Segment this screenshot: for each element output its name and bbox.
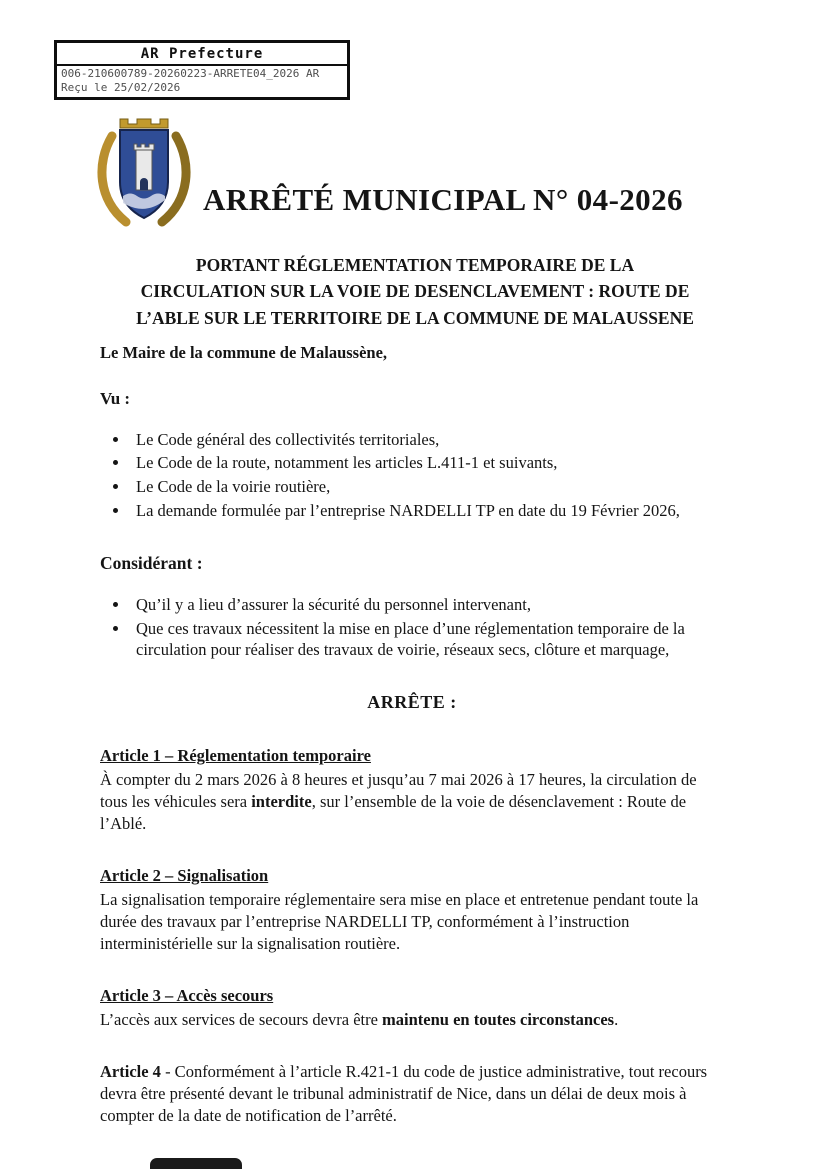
article-2 [100,865,724,955]
article-3-heading: Article 3 – Accès secours [100,985,274,1005]
vu-item: • Le Code général des collectivités territoriales, [130,429,724,451]
article-3-body [100,1009,724,1031]
article-2-heading: Article 2 – Signalisation [100,866,269,886]
article-3-body-bold: maintenu en toutes circonstances [382,1009,615,1029]
stamp-reference-line: 006-210600789-20260223-ARRETE04_2026 AR [61,67,320,80]
article-4 [100,1061,724,1127]
vu-item: • Le Code de la route, notamment les articles L.411-1 et suivants, [130,452,724,474]
bottom-partial-stamp [150,1158,242,1169]
article-4-body-text: - Conformément à l’article R.421-1 du code de justice administrative, tout recours devra être présenté devant le tribunal administratif de Nice, dans un délai de deux mois à compter de la date de notification de l’arrêté. [100,1061,708,1125]
mayor-line: Le Maire de la commune de Malaussène, [100,343,388,362]
stamp-received-date: Reçu le 25/02/2026 [61,81,181,94]
prefecture-stamp [54,40,350,100]
document-body [100,342,724,1127]
article-1 [100,745,724,835]
title-row [93,108,683,228]
vu-label: Vu : [100,388,131,408]
considerant-label: Considérant : [100,553,203,574]
considerant-item: • Qu’il y a lieu d’assurer la sécurité du personnel intervenant, [130,594,724,616]
coat-of-arms-icon [93,108,195,228]
article-2-body: La signalisation temporaire réglementaire sera mise en place et entretenue pendant toute la durée des travaux par l’entreprise NARDELLI TP, conformément à l’instruction interministérielle sur la signalisation routière. [100,890,699,953]
subtitle-line-3: L’ABLE SUR LE TERRITOIRE DE LA COMMUNE DE MALAUSSENE [136,307,694,328]
article-1-heading: Article 1 – Réglementation temporaire [100,746,371,766]
article-1-body-pre: À compter du 2 mars 2026 à 8 heures et jusqu’au 7 mai 2026 à 17 heures, la circulation de tous les véhicules sera [100,770,697,812]
article-3-body-post: . [614,1009,619,1029]
vu-list [130,429,724,523]
vu-item: • Le Code de la voirie routière, [130,476,724,498]
subtitle-line-2: CIRCULATION SUR LA VOIE DE DESENCLAVEMENT : ROUTE DE [140,281,690,302]
document-subtitle [93,252,737,331]
subtitle-line-1: PORTANT RÉGLEMENTATION TEMPORAIRE DE LA [195,255,635,275]
considerant-item: • Que ces travaux nécessitent la mise en place d’une réglementation temporaire de la circulation pour réaliser des travaux de voirie, réseaux secs, clôture et marquage, [130,618,724,662]
stamp-title: AR Prefecture [57,43,347,66]
article-1-body [100,769,724,835]
arrete-label: ARRÊTE : [367,692,457,713]
article-4-heading-inline: Article 4 [100,1061,161,1081]
document-title: ARRÊTÉ MUNICIPAL N° 04-2026 [203,182,683,217]
vu-item: • La demande formulée par l’entreprise NARDELLI TP en date du 19 Février 2026, [130,500,724,522]
article-3 [100,985,724,1031]
article-1-body-post: , sur l’ensemble de la voie de désenclavement : Route de l’Ablé. [100,792,687,834]
article-4-body [100,1061,724,1127]
article-3-body-pre: L’accès aux services de secours devra être [100,1009,383,1029]
considerant-list [130,594,724,662]
article-1-body-bold: interdite [251,792,312,812]
